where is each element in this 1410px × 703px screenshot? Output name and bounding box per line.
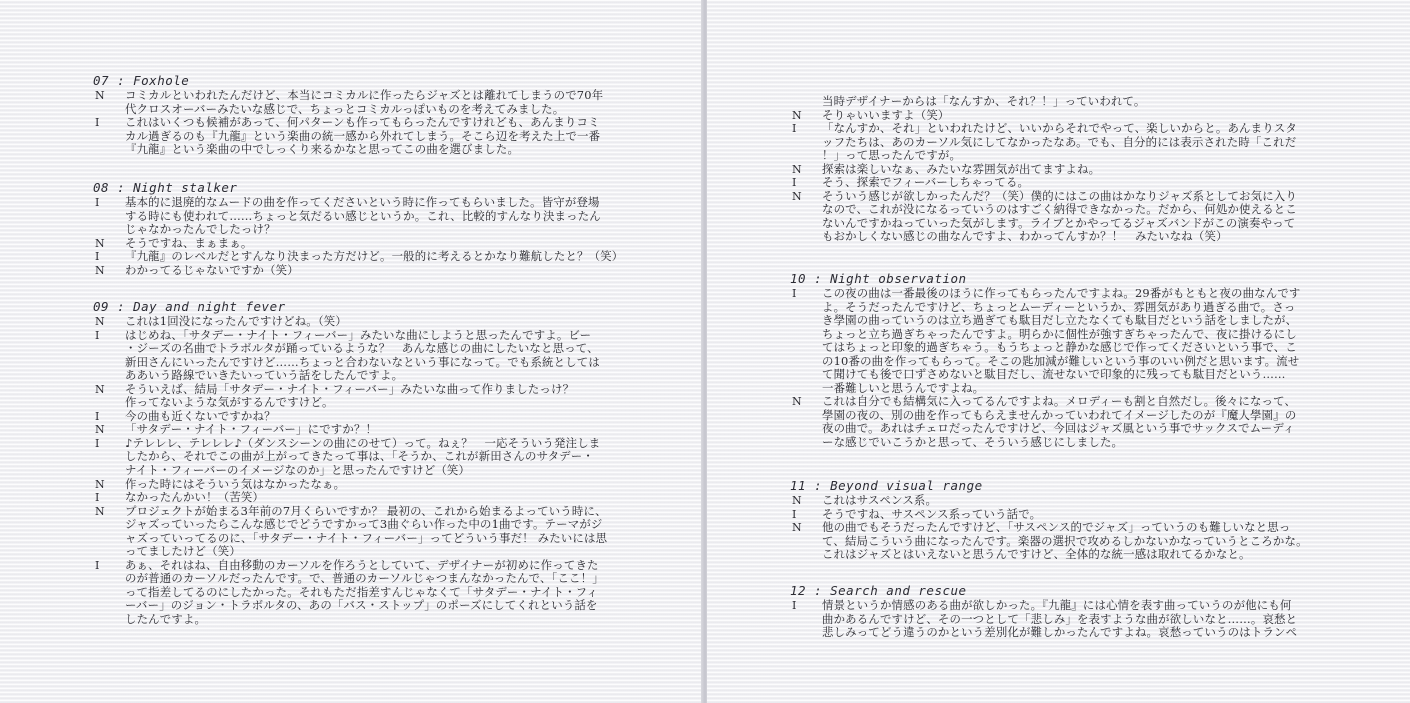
dialogue-entry bbox=[93, 196, 653, 237]
dialogue-line: ってましたけど（笑） bbox=[125, 545, 241, 559]
dialogue-line: ャズっていってるのに、「サタデー・ナイト・フィーバー」ってどういう事だ！ みたいには思 bbox=[125, 531, 608, 545]
dialogue-line: き學園の曲っていうのは立ち過ぎても駄目だし立たなくても駄目だという話をしましたが、 bbox=[822, 314, 1298, 328]
dialogue-entry bbox=[93, 423, 653, 437]
dialogue-line: 新田さんにいったんですけど……ちょっと合わないなという事になって。でも系統としては bbox=[125, 355, 600, 369]
dialogue-entry bbox=[93, 383, 653, 410]
dialogue-entry bbox=[93, 491, 653, 505]
section-title: 08 : Night stalker bbox=[93, 180, 238, 195]
dialogue-entry bbox=[93, 89, 653, 116]
dialogue-entry bbox=[790, 395, 1350, 449]
dialogue-line: 探索は楽しいなぁ、みたいな雰囲気が出てますよね。 bbox=[822, 162, 1101, 176]
dialogue-line: 基本的に退廃的なムードの曲を作ってくださいという時に作ってもらいました。皆守が登場 bbox=[125, 196, 600, 209]
dialogue-line: 『九龍』のレベルだとすんなり決まった方だけど。一般的に考えるとかなり難航したと？（笑） bbox=[125, 250, 624, 264]
speaker-initial: N bbox=[792, 162, 802, 176]
dialogue-line: 『九龍』という楽曲の中でしっくり来るかなと思ってこの曲を選びました。 bbox=[125, 143, 520, 157]
dialogue-line: プロジェクトが始まる3年前の7月くらいですか？ 最初の、これから始まるよっていう時に、 bbox=[125, 504, 607, 518]
speaker-initial: I bbox=[792, 599, 797, 612]
section-title: 12 : Search and rescue bbox=[790, 583, 967, 598]
dialogue-line: 「なんすか、それ」といわれたけど、いいからそれでやって、楽しいからと。あんまりスタ bbox=[822, 122, 1297, 136]
section-10 bbox=[790, 271, 1350, 450]
section-title: 09 : Day and night fever bbox=[93, 299, 286, 314]
dialogue-line: はじめね、「サタデー・ナイト・フィーバー」みたいな曲にしようと思ったんですよ。ビー bbox=[125, 328, 592, 342]
dialogue-entry bbox=[790, 190, 1350, 244]
dialogue-line: ！」って思ったんですが。 bbox=[822, 149, 962, 163]
section-11 bbox=[790, 478, 1350, 562]
speaker-initial: I bbox=[95, 491, 100, 505]
dialogue-line: わかってるじゃないですか（笑） bbox=[125, 263, 299, 277]
section-09 bbox=[93, 299, 653, 627]
speaker-initial: N bbox=[792, 108, 802, 122]
dialogue-line: じゃなかったんでしたっけ？ bbox=[125, 223, 276, 237]
dialogue-line: て、結局こういう曲になったんです。楽器の選択で攻めるしかないかなっていうところかな。 bbox=[822, 534, 1308, 548]
dialogue-entry bbox=[93, 410, 653, 424]
dialogue-entry bbox=[93, 329, 653, 383]
dialogue-line: そりゃいいますよ（笑） bbox=[822, 108, 950, 122]
dialogue-entry bbox=[93, 264, 653, 278]
dialogue-line: ジャズっていったらこんな感じでどうですかって3曲ぐらい作った中の1曲です。テーマがジ bbox=[125, 518, 603, 532]
dialogue-line: なので、これが没になるっていうのはすごく納得できなかった。だから、何処か使えるとこ bbox=[822, 203, 1297, 217]
dialogue-line: これは1回没になったんですけどね。（笑） bbox=[125, 315, 347, 328]
speaker-initial: N bbox=[95, 263, 105, 277]
dialogue-entry bbox=[93, 116, 653, 157]
dialogue-line: そう、探索でフィーバーしちゃってる。 bbox=[822, 176, 1030, 190]
speaker-initial: I bbox=[95, 409, 100, 423]
speaker-initial: I bbox=[792, 176, 797, 190]
speaker-initial: N bbox=[95, 423, 105, 437]
dialogue-entry bbox=[93, 437, 653, 478]
dialogue-line: もおかしくない感じの曲なんですよ、わかってんすか？！ みたいなね（笑） bbox=[822, 230, 1228, 244]
speaker-initial: I bbox=[95, 196, 100, 209]
dialogue-entry bbox=[93, 505, 653, 559]
speaker-initial: I bbox=[792, 287, 797, 300]
section-12 bbox=[790, 583, 1350, 640]
dialogue-entry bbox=[790, 494, 1350, 508]
dialogue-line: のが普通のカーソルだったんです。で、普通のカーソルじゃつまんなかったんで、「ここ！」 bbox=[125, 572, 604, 586]
dialogue-line: 一番難しいと思うんですよね。 bbox=[822, 381, 985, 395]
dialogue-entry bbox=[93, 237, 653, 251]
dialogue-line: 今の曲も近くないですかね？ bbox=[125, 409, 276, 423]
dialogue-line: 學園の夜の、別の曲を作ってもらえませんかっていわれてイメージしたのが『魔人學園』の bbox=[822, 408, 1297, 422]
speaker-initial: N bbox=[792, 521, 802, 535]
speaker-initial: I bbox=[792, 122, 797, 136]
dialogue-line: 悲しみってどう違うのかという差別化が難しかったんですよね。哀愁っていうのはトランペ bbox=[822, 626, 1298, 640]
dialogue-line: って指差してるのにしたかった。それもただ指差すんじゃなくて「サタデー・ナイト・フィ bbox=[125, 585, 598, 599]
speaker-initial: N bbox=[95, 504, 105, 518]
dialogue-line: 作った時にはそういう気はなかったなぁ。 bbox=[125, 477, 346, 491]
speaker-initial: N bbox=[95, 89, 105, 102]
dialogue-line: コミカルといわれたんだけど、本当にコミカルに作ったらジャズとは離れてしまうので70年 bbox=[125, 89, 604, 102]
dialogue-line: ーバー」のジョン・トラボルタの、あの「バス・ストップ」のポーズにしてくれという話を bbox=[125, 599, 598, 613]
dialogue-line: ッフたちは、あのカーソル気にしてなかったなあ。でも、自分的には表示された時「これだ bbox=[822, 135, 1297, 149]
dialogue-line: あぁ、それはね、自由移動のカーソルを作ろうとしていて、デザイナーが初めに作ってきた bbox=[125, 558, 599, 572]
left-page bbox=[0, 0, 703, 703]
speaker-initial: I bbox=[95, 116, 100, 130]
section-07 bbox=[93, 73, 653, 157]
dialogue-entry bbox=[790, 599, 1350, 640]
dialogue-line: て聞けても後で口ずさめないと駄目だし、流せないで印象的に残っても駄目だという…… bbox=[822, 368, 1286, 382]
dialogue-line: 曲かあるんですけど、その一つとして「悲しみ」を表すような曲が欲しいなと……。哀愁と bbox=[822, 612, 1298, 626]
speaker-initial: N bbox=[95, 315, 105, 328]
dialogue-line: したんですよ。 bbox=[125, 613, 207, 627]
dialogue-line: これはジャズとはいえないと思うんですけど、全体的な統一感は取れてるかなと。 bbox=[822, 548, 1251, 562]
dialogue-line: そうですね、まぁまぁ。 bbox=[125, 236, 253, 250]
dialogue-line: ♪テレレレ、テレレレ♪（ダンスシーンの曲にのせて）って。ねぇ？ 一応そういう発注しま bbox=[125, 436, 601, 450]
speaker-initial: N bbox=[95, 382, 105, 396]
dialogue-line: ちょっと立ち過ぎちゃったんですよ。明らかに個性が強すぎちゃったんで、夜に掛けるにし bbox=[822, 327, 1297, 341]
dialogue-entry bbox=[790, 287, 1350, 395]
dialogue-entry bbox=[93, 315, 653, 329]
dialogue-entry bbox=[93, 478, 653, 492]
dialogue-entry bbox=[790, 508, 1350, 522]
speaker-initial: N bbox=[95, 477, 105, 491]
dialogue-entry bbox=[93, 559, 653, 627]
dialogue-line: ーな感じでいこうかと思って、そういう感じにしました。 bbox=[822, 436, 1124, 450]
speaker-initial: N bbox=[792, 395, 802, 409]
dialogue-line: そういえば、結局「サタデー・ナイト・フィーバー」みたいな曲って作りましたっけ？ bbox=[125, 382, 575, 396]
dialogue-line: これはサスペンス系。 bbox=[822, 494, 938, 507]
speaker-initial: N bbox=[792, 494, 802, 507]
speaker-initial: I bbox=[95, 558, 100, 572]
dialogue-line: する時にも使われて……ちょっと気だるい感じというか。これ、比較的すんなり決まったん bbox=[125, 209, 601, 223]
dialogue-line: ないんですかねっていった気がします。ライブとかやってるジャズバンドがこの演奏やって bbox=[822, 216, 1296, 230]
dialogue-line: 他の曲でもそうだったんですけど、「サスペンス的でジャズ」っていうのも難しいなと思っ bbox=[822, 521, 1291, 535]
section-title: 07 : Foxhole bbox=[93, 73, 190, 88]
dialogue-entry bbox=[790, 163, 1350, 177]
dialogue-entry bbox=[790, 521, 1350, 562]
dialogue-line: てはちょっと印象的過ぎちゃう。もうちょっと静かな感じで作ってくださいという事で、こ bbox=[822, 341, 1297, 355]
dialogue-entry bbox=[93, 250, 653, 264]
dialogue-line: ああいう路線でいきたいっていう話をしたんですよ。 bbox=[125, 369, 404, 383]
dialogue-line: この夜の曲は一番最後のほうに作ってもらったんですよね。29番がもともと夜の曲なんです bbox=[822, 287, 1301, 300]
dialogue-line: カル過ぎるのも『九龍』という楽曲の統一感から外れてしまう。そこら辺を考えた上で一番 bbox=[125, 129, 601, 143]
section-09-continued bbox=[790, 95, 1350, 244]
dialogue-line: 代クロスオーバーみたいな感じで、ちょっとコミカルっぽいものを考えてみました。 bbox=[125, 102, 565, 116]
dialogue-line: ナイト・フィーバーのイメージなのか」と思ったんですけど（笑） bbox=[125, 464, 471, 478]
speaker-initial: I bbox=[95, 328, 100, 342]
speaker-initial: N bbox=[95, 236, 105, 250]
dialogue-entry bbox=[790, 122, 1350, 163]
section-title: 10 : Night observation bbox=[790, 271, 967, 286]
dialogue-line: 「サタデー・ナイト・フィーバー」にですか？！ bbox=[125, 423, 378, 437]
dialogue-line: これはいくつも候補があって、何パターンも作ってもらったんですけれども、あんまりコミ bbox=[125, 116, 600, 130]
speaker-initial: I bbox=[95, 250, 100, 264]
speaker-initial: I bbox=[792, 507, 797, 521]
dialogue-line: 当時デザイナーからは「なんすか、それ？！」っていわれて。 bbox=[822, 95, 1146, 108]
dialogue-line: の10番の曲を作ってもらって。そこの匙加減が難しいという事のいい例だと思います。流せ bbox=[822, 354, 1300, 368]
dialogue-line: ・ジーズの名曲でトラボルタが踊っているような？ あんな感じの曲にしたいなと思って、 bbox=[125, 342, 599, 356]
dialogue-line: よ。そうだったんですけど、ちょっとムーディーというか、雰囲気があり過ぎる曲で。さっ bbox=[822, 300, 1296, 314]
speaker-initial: N bbox=[792, 189, 802, 203]
dialogue-line: 作ってないような気がするんですけど。 bbox=[125, 396, 334, 410]
dialogue-entry bbox=[790, 95, 1350, 109]
dialogue-line: 情景というか情感のある曲が欲しかった。『九龍』には心情を表す曲っていうのが他にも何 bbox=[822, 599, 1292, 612]
dialogue-line: そうですね、サスペンス系っていう話で。 bbox=[822, 507, 1042, 521]
right-page bbox=[707, 0, 1410, 703]
dialogue-line: これは自分でも結構気に入ってるんですよね。メロディーも割と自然だし。後々になって、 bbox=[822, 395, 1297, 409]
dialogue-line: なかったんかい！（苦笑） bbox=[125, 491, 265, 505]
dialogue-line: したから、それでこの曲が上がってきたって事は、「そうか、これが新田さんのサタデー・ bbox=[125, 450, 594, 464]
section-08 bbox=[93, 180, 653, 277]
dialogue-line: 夜の曲で。あれはチェロだったんですけど、今回はジャズ風という事でサックスでムーディ bbox=[822, 422, 1295, 436]
dialogue-entry bbox=[790, 176, 1350, 190]
section-title: 11 : Beyond visual range bbox=[790, 478, 983, 493]
speaker-initial: I bbox=[95, 436, 100, 450]
dialogue-line: そういう感じが欲しかったんだ？（笑）僕的にはこの曲はかなりジャズ系としてお気に入り bbox=[822, 189, 1297, 203]
dialogue-entry bbox=[790, 109, 1350, 123]
